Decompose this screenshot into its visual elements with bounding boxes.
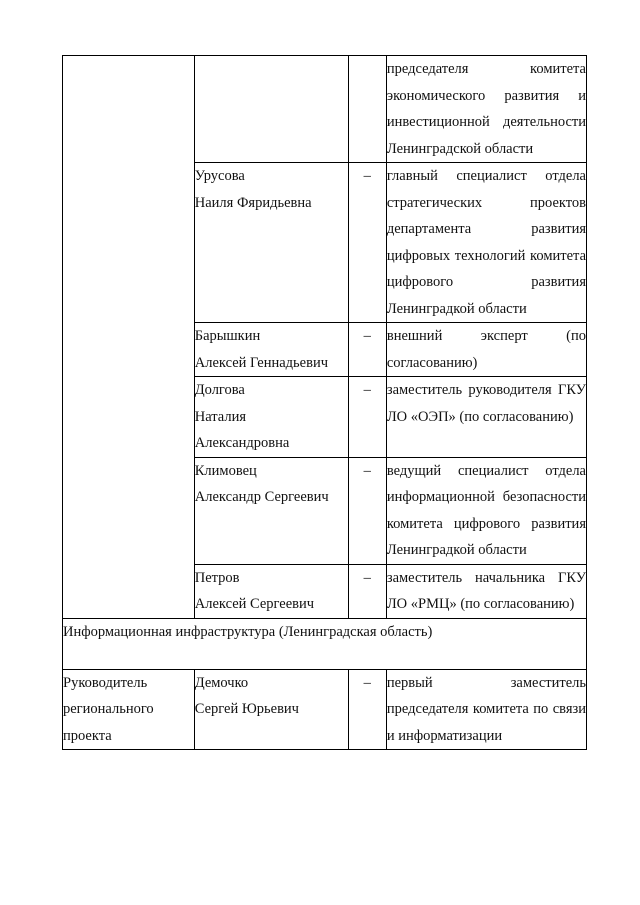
section-title: Информационная инфраструктура (Ленинградская область) [63,618,587,669]
position-text: главный специалист отдела стратегических проектов департамента развития цифровых технологий комитета цифрового развития Ленинградкой области [386,168,586,317]
position-text: заместитель руководителя ГКУ ЛО «ОЭП» (по согласованию) [386,382,586,425]
surname: Барышкин [194,328,261,344]
dash: – [363,462,371,479]
dash: – [363,328,371,344]
role-text: Руководитель регионального проекта [63,674,154,744]
dash-cell [348,163,386,323]
position-text: председателя комитета экономического развития и инвестиционной деятельности Ленинградской области [386,61,586,157]
position-cell [386,163,586,323]
position-cell [386,564,586,618]
position-text: заместитель начальника ГКУ ЛО «РМЦ» (по согласованию) [386,569,586,612]
dash: – [363,382,371,398]
dash-cell [348,56,386,163]
dash-cell [348,323,386,377]
position-text: первый заместитель председателя комитета по связи и информатизации [386,674,586,744]
given-names: Алексей Геннадьевич [194,354,329,371]
patronymic: Александровна [194,435,290,451]
position-text: ведущий специалист отдела информационной безопасности комитета цифрового развития Ленинградкой области [386,462,586,558]
position-cell [386,457,586,564]
given-name: Наталия [194,408,247,425]
position-text: внешний эксперт (по согласованию) [386,328,586,371]
given-names: Александр Сергеевич [194,489,329,505]
surname: Петров [194,569,240,586]
members-table [62,55,587,750]
table-row [63,669,587,750]
surname: Демочко [194,674,249,691]
surname: Урусова [194,168,245,184]
dash: – [363,168,371,184]
dash-cell [348,564,386,618]
dash-cell [348,669,386,750]
position-cell [386,377,586,458]
role-cell [63,669,195,750]
dash-cell [348,457,386,564]
surname: Долгова [194,382,245,398]
position-cell [386,669,586,750]
role-cell-empty [63,56,195,619]
given-names: Сергей Юрьевич [194,701,299,717]
name-cell [194,323,348,377]
given-names: Алексей Сергеевич [194,596,315,612]
position-cell [386,56,586,163]
dash: – [363,674,371,691]
dash-cell [348,377,386,458]
surname: Климовец [194,462,257,479]
name-cell [194,564,348,618]
name-cell [194,457,348,564]
given-names: Наиля Фяридьевна [194,194,312,211]
name-cell [194,56,348,163]
name-cell [194,163,348,323]
section-row [63,618,587,669]
dash: – [363,569,371,586]
name-cell [194,669,348,750]
table-row [63,56,587,163]
position-cell [386,323,586,377]
name-cell [194,377,348,458]
